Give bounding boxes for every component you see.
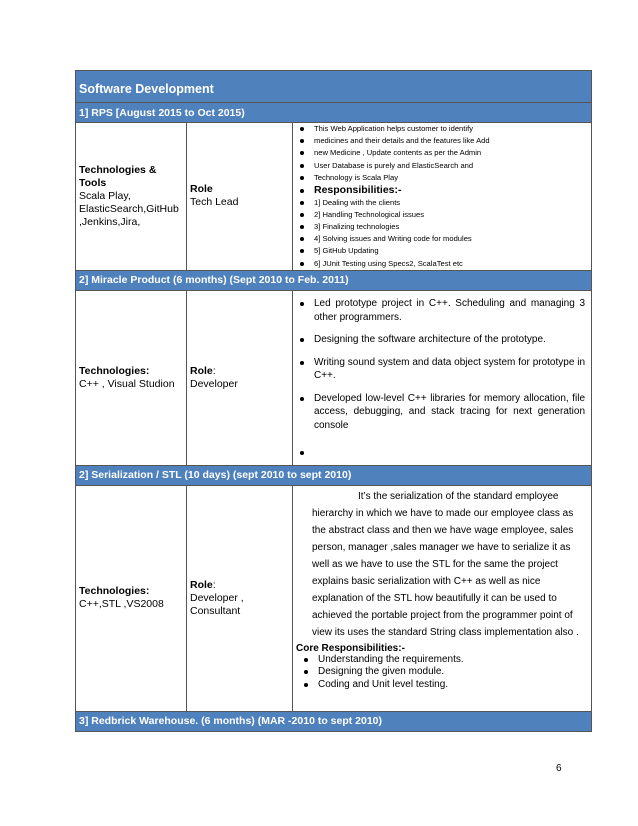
core-responsibilities-label: Core Responsibilities:- — [296, 642, 405, 654]
list-item: Technology is Scala Play — [296, 172, 588, 184]
list-item: Led prototype project in C++. Scheduling and managing 3 other programmers. — [296, 297, 585, 324]
serialization-technologies — [76, 485, 187, 711]
project-header-serialization: 2] Serialization / STL (10 days) (sept 2010 to sept 2010) — [76, 465, 592, 485]
list-item — [296, 446, 585, 458]
miracle-role-colon: : — [212, 364, 216, 377]
project-header-miracle: 2] Miracle Product (6 months) (Sept 2010 to Feb. 2011) — [76, 270, 592, 290]
miracle-role-label: Role — [190, 364, 213, 377]
project-header-rps: 1] RPS [August 2015 to Oct 2015) — [76, 103, 592, 123]
project-header-redbrick: 3] Redbrick Warehouse. (6 months) (MAR -2010 to sept 2010) — [76, 711, 592, 731]
rps-role-label: Role — [190, 183, 213, 196]
list-item: Coding and Unit level testing. — [296, 679, 588, 692]
list-item: 5] GitHub Updating — [296, 245, 588, 257]
rps-details — [293, 123, 592, 271]
core-responsibilities-list — [296, 654, 588, 692]
serialization-role-colon: : — [212, 578, 216, 591]
miracle-bullet-list — [296, 297, 585, 458]
serialization-description — [296, 488, 588, 641]
serialization-role-value: Developer , Consultant — [190, 591, 244, 617]
list-item: 6] JUnit Testing using Specs2, ScalaTest etc — [296, 258, 588, 270]
list-item: medicines and their details and the features like Add — [296, 135, 588, 147]
rps-role-value: Tech Lead — [190, 196, 239, 209]
list-item: 1] Dealing with the clients — [296, 197, 588, 209]
list-item: Writing sound system and data object system for prototype in C++. — [296, 356, 585, 383]
list-item: Developed low-level C++ libraries for memory allocation, file access, debugging, and stack tracing for next generation console — [296, 392, 585, 433]
list-item: 4] Solving issues and Writing code for modules — [296, 233, 588, 245]
list-item: Understanding the requirements. — [296, 654, 588, 667]
serialization-tech-value: C++,STL ,VS2008 — [79, 598, 164, 611]
page-number: 6 — [556, 763, 562, 774]
miracle-details — [293, 290, 592, 465]
list-item: This Web Application helps customer to identify — [296, 123, 588, 135]
rps-technologies — [76, 123, 187, 271]
serialization-role — [187, 485, 293, 711]
serialization-description-text: It’s the serialization of the standard employee hierarchy in which we have to made our employee class as the abstract class and then we have wage employee, sales person, manager ,sales manager we have to serialize it as well as we have to use the STL for the same the project explains basic serialization with C++ as well as nice explanation of the STL how beautifully it can be used to achieved the portable project from the programmer point of view its uses the standard String class implementation also . — [312, 490, 579, 638]
list-item: Designing the given module. — [296, 666, 588, 679]
rps-tech-value: Scala Play, ElasticSearch,GitHub ,Jenkins,Jira, — [79, 189, 179, 228]
miracle-role-value: Developer — [190, 377, 238, 390]
list-item: Designing the software architecture of the prototype. — [296, 333, 585, 347]
serialization-role-label: Role — [190, 578, 213, 591]
miracle-tech-label: Technologies: — [79, 364, 150, 377]
miracle-role — [187, 290, 293, 465]
miracle-technologies — [76, 290, 187, 465]
list-item: Responsibilities:- — [296, 184, 588, 197]
rps-tech-label: Technologies & Tools — [79, 163, 157, 189]
miracle-tech-value: C++ , Visual Studion — [79, 377, 175, 390]
serialization-tech-label: Technologies: — [79, 585, 150, 598]
list-item: new Medicine , Update contents as per the Admin — [296, 147, 588, 159]
list-item: 2] Handling Technological issues — [296, 209, 588, 221]
list-item: 3] Finalizing technologies — [296, 221, 588, 233]
serialization-details — [293, 485, 592, 711]
rps-role — [187, 123, 293, 271]
section-title: Software Development — [76, 71, 592, 103]
list-item: User Database is purely and ElasticSearch and — [296, 160, 588, 172]
rps-bullet-list — [296, 123, 588, 270]
projects-table — [75, 70, 592, 732]
